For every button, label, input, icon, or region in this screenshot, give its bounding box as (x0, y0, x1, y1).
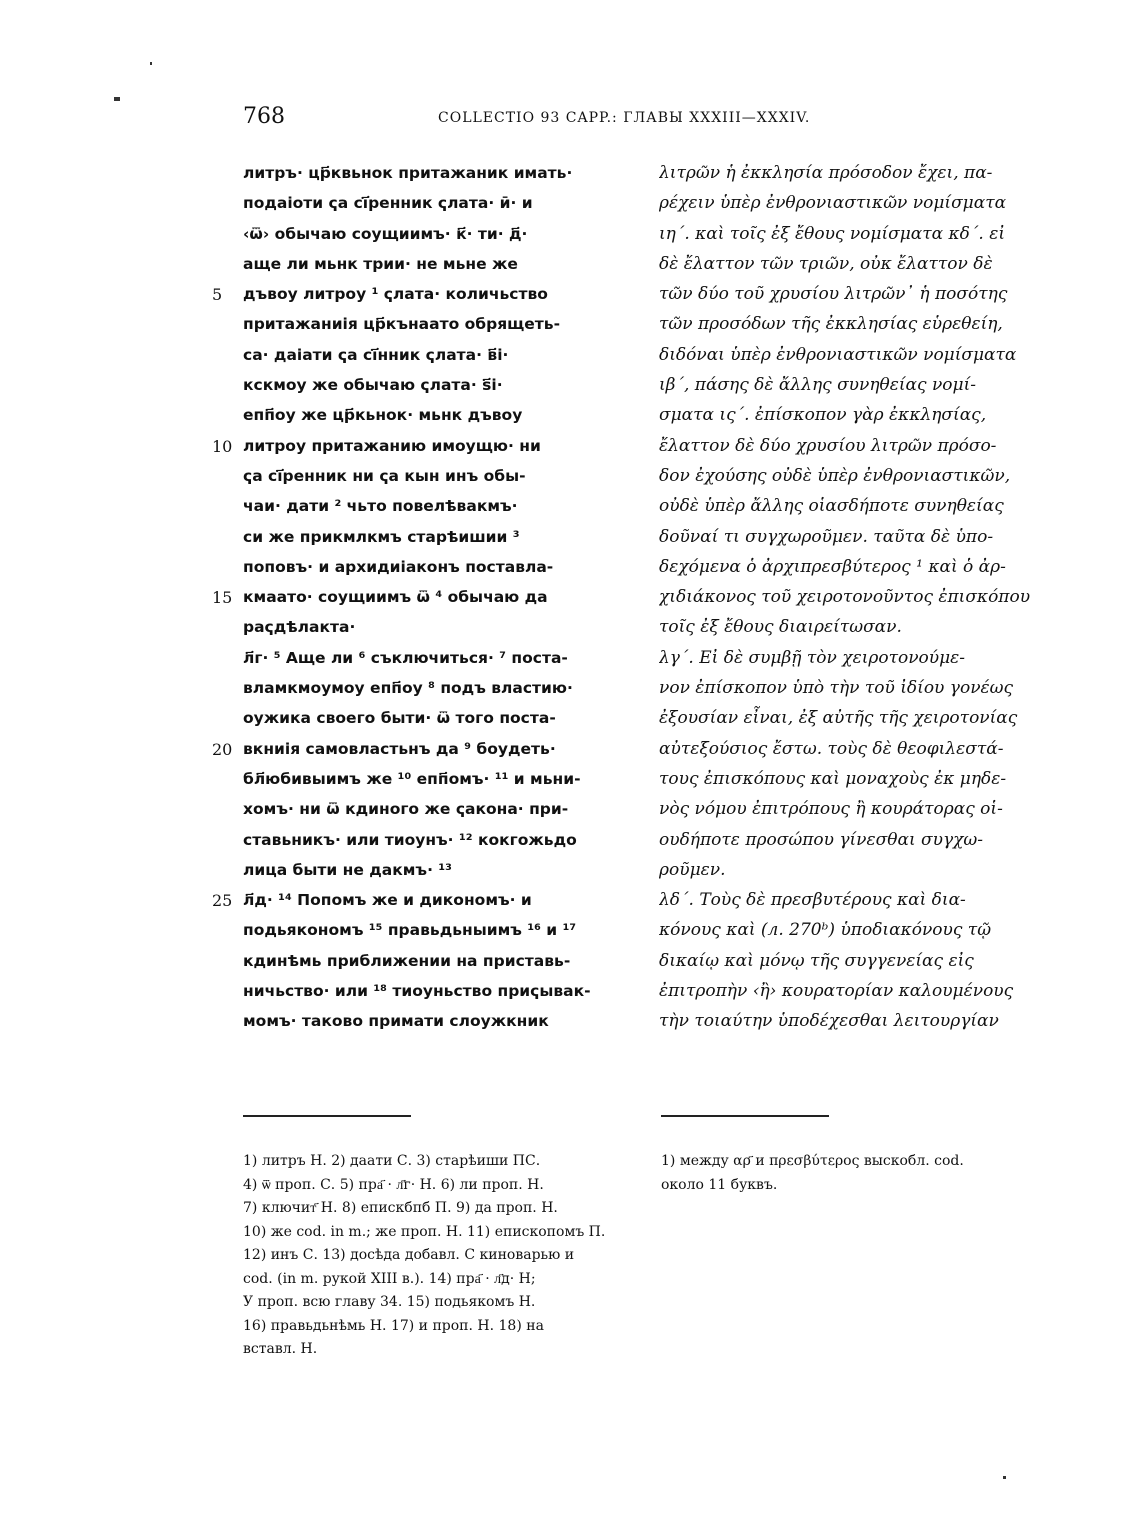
text-line: δοῦναί τι συγχωροῦμεν. ταῦτα δὲ ὑπο- (659, 526, 994, 547)
text-line: ҁа сі҃ренник ни ҁа кын инъ обы- (243, 466, 526, 485)
text-line: χιδιάκονος τοῦ χειροτονοῦντος ἐπισκόπου (659, 587, 1031, 608)
text-line: ρέχειν ὑπὲρ ἐνθρονιαστικῶν νομίσματα (659, 193, 1007, 214)
text-line: вставл. Н. (243, 1341, 318, 1357)
text-line: ставьникъ· или тиоунъ· ¹² кокгожьдо (243, 830, 577, 849)
text-line: чаи· дати ² чьто повелѣвакмъ· (243, 497, 518, 516)
text-line: оужика своего быти· ѿ того поста- (243, 709, 556, 728)
text-line: хомъ· ни ѿ кдиного же ҁакона· при- (243, 800, 569, 819)
text-line: δον ἐχούσης οὐδὲ ὑπὲρ ἐνθρονιαστικῶν, (659, 465, 1011, 486)
text-line: λιτρῶν ἡ ἐκκλησία πρόσοδον ἔχει, πα- (659, 163, 993, 183)
scan-speck (150, 62, 152, 65)
text-line: си же прикмлкмъ старѣишии ³ (243, 527, 520, 546)
text-line: У проп. всю главу 34. 15) подьякомъ Н. (243, 1294, 536, 1310)
text-line: епп҃оу же цр҃кьнок· мьнк дъвоу (243, 406, 523, 425)
text-line: ιβ΄, πάσης δὲ ἄλλης συνηθείας νομί- (659, 375, 976, 396)
footnote-rule-right (661, 1115, 829, 1117)
line-number: 5 (212, 285, 223, 305)
text-line: 7) ключит҃ Н. 8) епискбпб П. 9) да проп. Н. (243, 1200, 558, 1216)
text-line: cod. (in m. рукой XIII в.). 14) пра҃ · л҃д· Н; (243, 1270, 536, 1287)
text-line: οὐδὲ ὑπὲρ ἄλλης οἱασδήποτε συνηθείας (659, 496, 1004, 517)
running-title: COLLECTIO 93 CAPP.: ГЛАВЫ XXXIII—XXXIV. (438, 110, 811, 126)
text-line: τοῖς ἐξ ἔθους διαιρείτωσαν. (659, 617, 902, 638)
text-line: ιη΄. καὶ τοῖς ἐξ ἔθους νομίσματα κδ΄. εἰ (659, 223, 1006, 244)
text-line: литроу притажанию имоущю· ни (243, 436, 541, 455)
text-line: са· даіати ҁа сі҃нник ҁлата· в҃і· (243, 345, 509, 364)
scan-speck (114, 97, 120, 101)
text-line: νὸς νόμου ἐπιτρόπους ἢ κουράτορας οἱ- (659, 799, 1003, 820)
line-number: 25 (212, 891, 233, 911)
text-line: подаіоти ҁа сі҃ренник ҁлата· ӣ· и (243, 194, 533, 213)
text-line: διδόναι ὑπὲρ ἐνθρονιαστικῶν νομίσματα (659, 344, 1017, 365)
line-number: 15 (212, 588, 233, 608)
text-line: подьякономъ ¹⁵ правьдьныимъ ¹⁶ и ¹⁷ (243, 921, 577, 940)
text-line: 1) между αρ҃ и πρεσβύτερος выскобл. cod. (661, 1153, 964, 1169)
footnotes-left (243, 1150, 638, 1362)
text-line: ἐξουσίαν εἶναι, ἐξ αὐτῆς τῆς χειροτονίας (659, 708, 1018, 729)
text-line: кскмоу же обычаю ҁлата· ѕ҃і· (243, 376, 503, 395)
footnote-rule-left (243, 1115, 411, 1117)
footnotes-right (661, 1150, 1056, 1197)
page-number: 768 (243, 104, 285, 129)
text-line: раҁдѣлакта· (243, 618, 356, 637)
text-line: 12) инъ С. 13) досѣда добавл. С киноварью и (243, 1247, 575, 1263)
text-line: л҃д· ¹⁴ Попомъ же и дикономъ· и (243, 891, 532, 910)
text-line: ‹ѿ› обычаю соущиимъ· к҃· ти· д҃· (243, 224, 528, 243)
text-line: λδ΄. Τοὺς δὲ πρεσβυτέρους καὶ δια- (659, 890, 966, 911)
text-line: 1) литръ Н. 2) даати С. 3) старѣиши ПС. (243, 1153, 541, 1169)
text-line: ουδήποτε προσώπου γίνεσθαι συγχω- (659, 829, 984, 850)
text-line: τῶν δύο τοῦ χρυσίου λιτρῶν᾿ ἡ ποσότης (659, 284, 1008, 305)
text-line: вкниія самовластьнъ да ⁹ боудеть· (243, 739, 556, 758)
text-line: αὐτεξούσιος ἔστω. τοὺς δὲ θεοφιλεστά- (659, 738, 1004, 759)
text-line: δὲ ἔλαττον τῶν τριῶν, οὐκ ἔλαττον δὲ (659, 253, 993, 274)
page-header (243, 104, 883, 134)
text-line: τὴν τοιαύτην ὑποδέχεσθαι λειτουργίαν (659, 1011, 999, 1032)
text-line: ничьство· или ¹⁸ тиоуньство приҁывак- (243, 982, 591, 1001)
text-line: литръ· цр҃квьнок притажаник имать· (243, 164, 573, 182)
text-line: τους ἐπισκόπους καὶ μοναχοὺς ἐκ μηδε- (659, 768, 1007, 789)
greek-text-column (659, 158, 1051, 1037)
text-line: ἐπιτροπὴν ‹ἢ› κουρατορίαν καλουμένους (659, 981, 1014, 1002)
text-line: νον ἐπίσκοπον ὑπὸ τὴν τοῦ ἰδίου γονέως (659, 678, 1014, 699)
text-line: σματα ις΄. ἐπίσκοπον γὰρ ἐκκλησίας, (659, 405, 987, 426)
line-number: 20 (212, 739, 233, 759)
text-line: кдинѣмь приближении на приставь- (243, 951, 571, 970)
text-line: аще ли мьнк трии· не мьне же (243, 254, 518, 273)
text-line: λγ΄. Εἰ δὲ συμβῇ τὸν χειροτονούμε- (659, 647, 966, 668)
text-line: κόνους καὶ (л. 270ᵇ) ὑποδιακόνους τῷ (659, 920, 992, 941)
line-number: 10 (212, 436, 233, 456)
text-line: 10) же cod. in m.; же проп. Н. 11) епископомъ П. (243, 1223, 606, 1240)
text-line: момъ· таково примати слоужкник (243, 1012, 549, 1031)
text-line: притажаниія цр҃кънаато обрящеть- (243, 315, 561, 334)
text-line: лица быти не дакмъ· ¹³ (243, 860, 452, 879)
text-line: 16) правьдьнѣмь Н. 17) и проп. Н. 18) на (243, 1317, 544, 1334)
text-line: ροῦμεν. (659, 859, 726, 880)
text-line: поповъ· и архидиіаконъ поставла- (243, 557, 554, 576)
text-line: ἔλαττον δὲ δύο χρυσίου λιτρῶν πρόσο- (659, 435, 997, 456)
text-line: дъвоу литроу ¹ ҁлата· количьство (243, 285, 548, 304)
slavonic-text-column (243, 158, 635, 1037)
text-line: вламкмоумоу епп҃оу ⁸ подъ властию· (243, 679, 573, 698)
text-line: δικαίῳ καὶ μόνῳ τῆς συγγενείας εἰς (659, 950, 974, 971)
text-line: τῶν προσόδων τῆς ἐκκλησίας εὑρεθείη, (659, 314, 1003, 335)
text-line: бл҃юбивыимъ же ¹⁰ епп҃омъ· ¹¹ и мьни- (243, 769, 581, 788)
text-line: кмаато· соущиимъ ѿ ⁴ обычаю да (243, 588, 548, 607)
text-line: л҃г· ⁵ Аще ли ⁶ съключиться· ⁷ поста- (243, 648, 568, 667)
scan-speck (1003, 1476, 1006, 1479)
text-line: около 11 буквъ. (661, 1176, 778, 1193)
text-line: 4) ѿ проп. С. 5) пра҃ · л҃г· Н. 6) ли проп. Н. (243, 1176, 544, 1193)
text-line: δεχόμενα ὁ ἀρχιπρεσβύτερος ¹ καὶ ὁ ἀρ- (659, 556, 1006, 577)
